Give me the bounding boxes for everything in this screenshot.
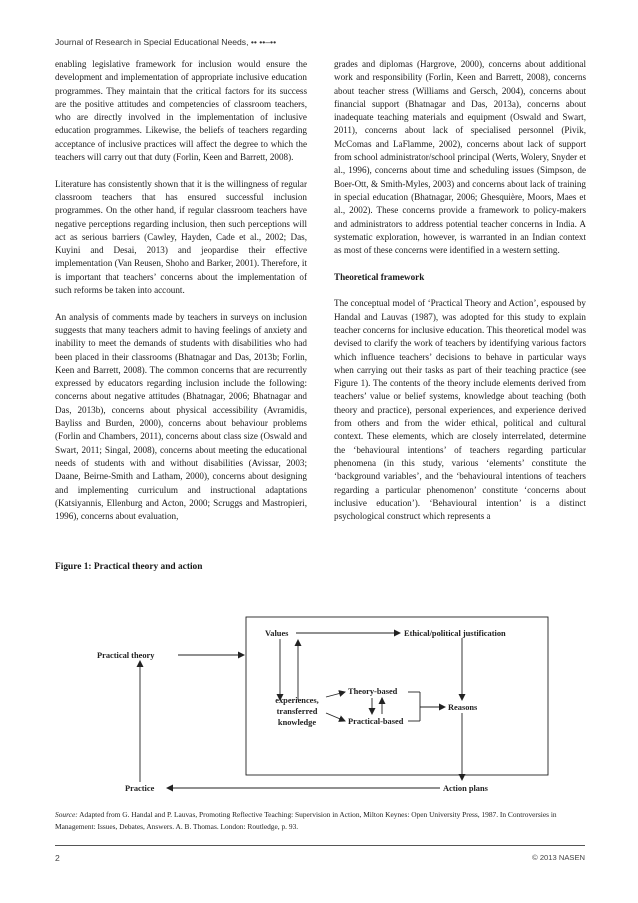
source-label: Source: (55, 810, 78, 819)
label-theory-based: Theory-based (348, 687, 398, 696)
section-heading: Theoretical framework (334, 271, 425, 282)
body-paragraph: grades and diplomas (Hargrove, 2000), concerns about additional work and responsibility (Forlin, Keen and Barrett, 2008), concerns about teacher stress (Williams and Gersch, 2004), concerns about financial support (Bhatnagar and Das, 2013a), concerns about inadequate teaching materials and equipment (Oswald and Swart, 2011), concerns about lack of specialised personnel (Pivik, McComas and LaFlamme, 2002), concerns about lack of support from school administrator/school principal (Werts, Wolery, Snyder et al., 1996), concerns about time and scheduling issues (Simpson, de Boer-Ott, & Smith-Myles, 2003) and concerns about lack of training in special education (Bhatnagar, 2006; Ghesquière, Moors, Maes et al., 2002). These concerns provide a framework to policy-makers and administrators to address potential teacher concerns in India. A systematic exploration, however, is warranted in an Indian context as most of these concerns were identified in a western setting. (334, 59, 586, 256)
label-values: Values (265, 629, 289, 638)
label-experiences: experiences, (275, 696, 319, 705)
body-paragraph: Literature has consistently shown that it is the willingness of regular classroom teachers that has ensured successful inclusion programmes. On the other hand, if regular classroom teachers have negative perceptions regarding inclusion, then such perceptions will act as serious barriers (Cawley, Hayden, Cade et al., 2002; Das, Kuyini and Desai, 2013) and jeopardise their effective implementation (Van Reusen, Shoho and Barker, 2001). Therefore, it is important that teachers’ concerns about the implementation of such reforms be taken into account. (55, 178, 307, 296)
arrow-to-theory-based (326, 692, 345, 697)
label-reasons: Reasons (448, 703, 478, 712)
label-action-plans: Action plans (443, 784, 488, 793)
page-number: 2 (55, 853, 60, 863)
body-paragraph: An analysis of comments made by teachers in surveys on inclusion suggests that many teachers admit to having feelings of anxiety and inability to meet the demands of students with disabilities who had been placed in their classrooms (Bhatnagar and Das, 2013b; Forlin, Keen and Barrett, 2008). The common concerns that are recurrently expressed by educators regarding inclusion include the following: concerns about negative attitudes (Bhatnagar, 2006; Bhatnagar and Das, 2013b), concerns about physical accessibility (Avramidis, Bayliss and Burden, 2000), concerns about behaviour problems (Forlin and Chambers, 2011), concerns about class size (Oswald and Swart, 2011; Singal, 2008), concerns about meeting the educational needs of students with and without disabilities (Avissar, 2003; Daane, Beirne-Smith and Latham, 2000), concerns about designing and implementing curriculum and instructional adaptations (Katsiyannis, Ellenburg and Acton, 2000; Scruggs and Mastropieri, 1996), concerns about evaluation, (55, 311, 307, 522)
figure-title: Figure 1: Practical theory and action (55, 562, 203, 572)
footer-rule (55, 845, 585, 846)
label-transferred: transferred (276, 707, 318, 716)
label-practice: Practice (125, 784, 155, 793)
label-practical-based: Practical-based (348, 717, 404, 726)
label-knowledge: knowledge (277, 718, 317, 727)
figure-source (55, 809, 585, 832)
label-ethical-justification: Ethical/political justification (404, 629, 506, 638)
source-text: Adapted from G. Handal and P. Lauvas, Promoting Reflective Teaching: Supervision in Action, Milton Keynes: Open University Press, 1987. In Controversies in Management: Issues, Debates, Answers. A. B. Thomas. London: Routledge, p. 93. (55, 810, 557, 831)
label-practical-theory: Practical theory (97, 651, 155, 660)
body-paragraph: The conceptual model of ‘Practical Theory and Action’, espoused by Handal and Lauvas (1987), was adopted for this study to explain teacher concerns for inclusive education. This theoretical model was devised to clarify the work of teachers by identifying various factors which influence teachers’ decisions to behave in particular ways when carrying out their tasks as part of their teaching practice (see Figure 1). The contents of the theory include elements derived from teachers’ value or belief systems, knowledge about teaching (both theory and practice), personal experiences, and experience derived from others and from the wider ethical, political and cultural context. These elements, which are closely interrelated, determine the ‘behavioural intentions’ of teachers regarding particular phenomena (in this study, various ‘elements’ constitute the ‘background variables’, and the ‘behavioural intentions of teachers regarding a particular phenomenon’ constitute ‘concerns about inclusive education’). ‘Behavioural intention’ is a distinct psychological construct which represents a (334, 298, 586, 522)
copyright-notice: © 2013 NASEN (532, 853, 585, 862)
body-paragraph: enabling legislative framework for inclusion would ensure the development and implementation of appropriate inclusive education programmes. They maintain that the critical factors for its success are the positive attitudes and competencies of classroom teachers, who are directly involved in the implementation of inclusive education programmes. Likewise, the beliefs of teachers regarding acceptance of inclusive practices will affect the degree to which the teachers will carry out that duty (Forlin, Keen and Barrett, 2008). (55, 59, 307, 163)
journal-header: Journal of Research in Special Educational Needs, •• ••–•• (55, 37, 277, 47)
arrow-to-practical-based (326, 713, 345, 721)
